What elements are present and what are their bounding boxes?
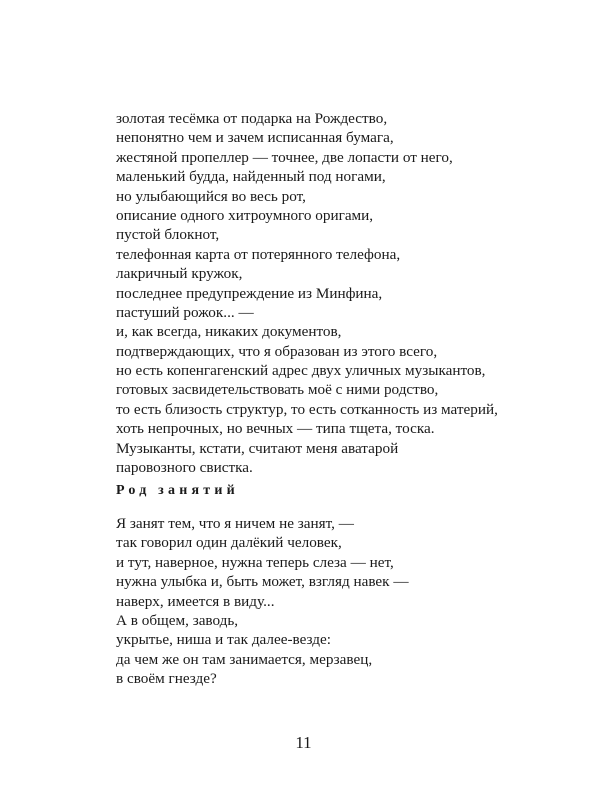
poem-line: но есть копенгагенский адрес двух уличных музыкантов, xyxy=(116,362,486,380)
poem-line: маленький будда, найденный под ногами, xyxy=(116,168,386,186)
poem-line: подтверждающих, что я образован из этого всего, xyxy=(116,342,438,360)
poem-line: то есть близость структур, то есть сотканность из материй, xyxy=(116,400,498,418)
poem-line: да чем же он там занимается, мерзавец, xyxy=(116,650,373,668)
poem-line: жестяной пропеллер — точнее, две лопасти от него, xyxy=(116,148,453,166)
poem-line: А в общем, заводь, xyxy=(116,611,239,629)
poem-line: в своём гнезде? xyxy=(116,670,217,688)
poem-line: Музыканты, кстати, считают меня аватарой xyxy=(116,439,399,457)
poem-line: описание одного хитроумного оригами, xyxy=(116,206,374,224)
poem-line: нужна улыбка и, быть может, взгляд навек — xyxy=(116,573,409,591)
poem-line: Я занят тем, что я ничем не занят, — xyxy=(116,515,354,532)
poem-line: пастуший рожок... — xyxy=(116,303,254,321)
poem-line: хоть непрочных, но вечных — типа тщета, тоска. xyxy=(116,420,435,438)
poem-line: готовых засвидетельствовать моё с ними родство, xyxy=(116,381,439,399)
poem-line: укрытье, ниша и так далее-везде: xyxy=(116,631,331,649)
poem-stanza-2 xyxy=(116,514,409,689)
poem-line: и, как всегда, никаких документов, xyxy=(116,323,342,341)
page-number: 11 xyxy=(295,733,312,752)
poem-line: паровозного свистка. xyxy=(116,459,253,477)
poem-line: телефонная карта от потерянного телефона, xyxy=(116,245,401,263)
poem-line: последнее предупреждение из Минфина, xyxy=(116,284,383,302)
poem-stanza-1 xyxy=(116,109,498,477)
poem-line: золотая тесёмка от подарка на Рождество, xyxy=(116,110,388,127)
poem-title: Род занятий xyxy=(116,483,239,498)
poem-line: непонятно чем и зачем исписанная бумага, xyxy=(116,129,394,147)
poem-line: лакричный кружок, xyxy=(116,265,243,283)
poem-line: пустой блокнот, xyxy=(116,226,220,244)
poem-line: так говорил один далёкий человек, xyxy=(116,534,342,552)
poem-line: и тут, наверное, нужна теперь слеза — нет, xyxy=(116,553,394,571)
poem-line: наверх, имеется в виду... xyxy=(116,592,275,610)
poem-line: но улыбающийся во весь рот, xyxy=(116,187,306,205)
